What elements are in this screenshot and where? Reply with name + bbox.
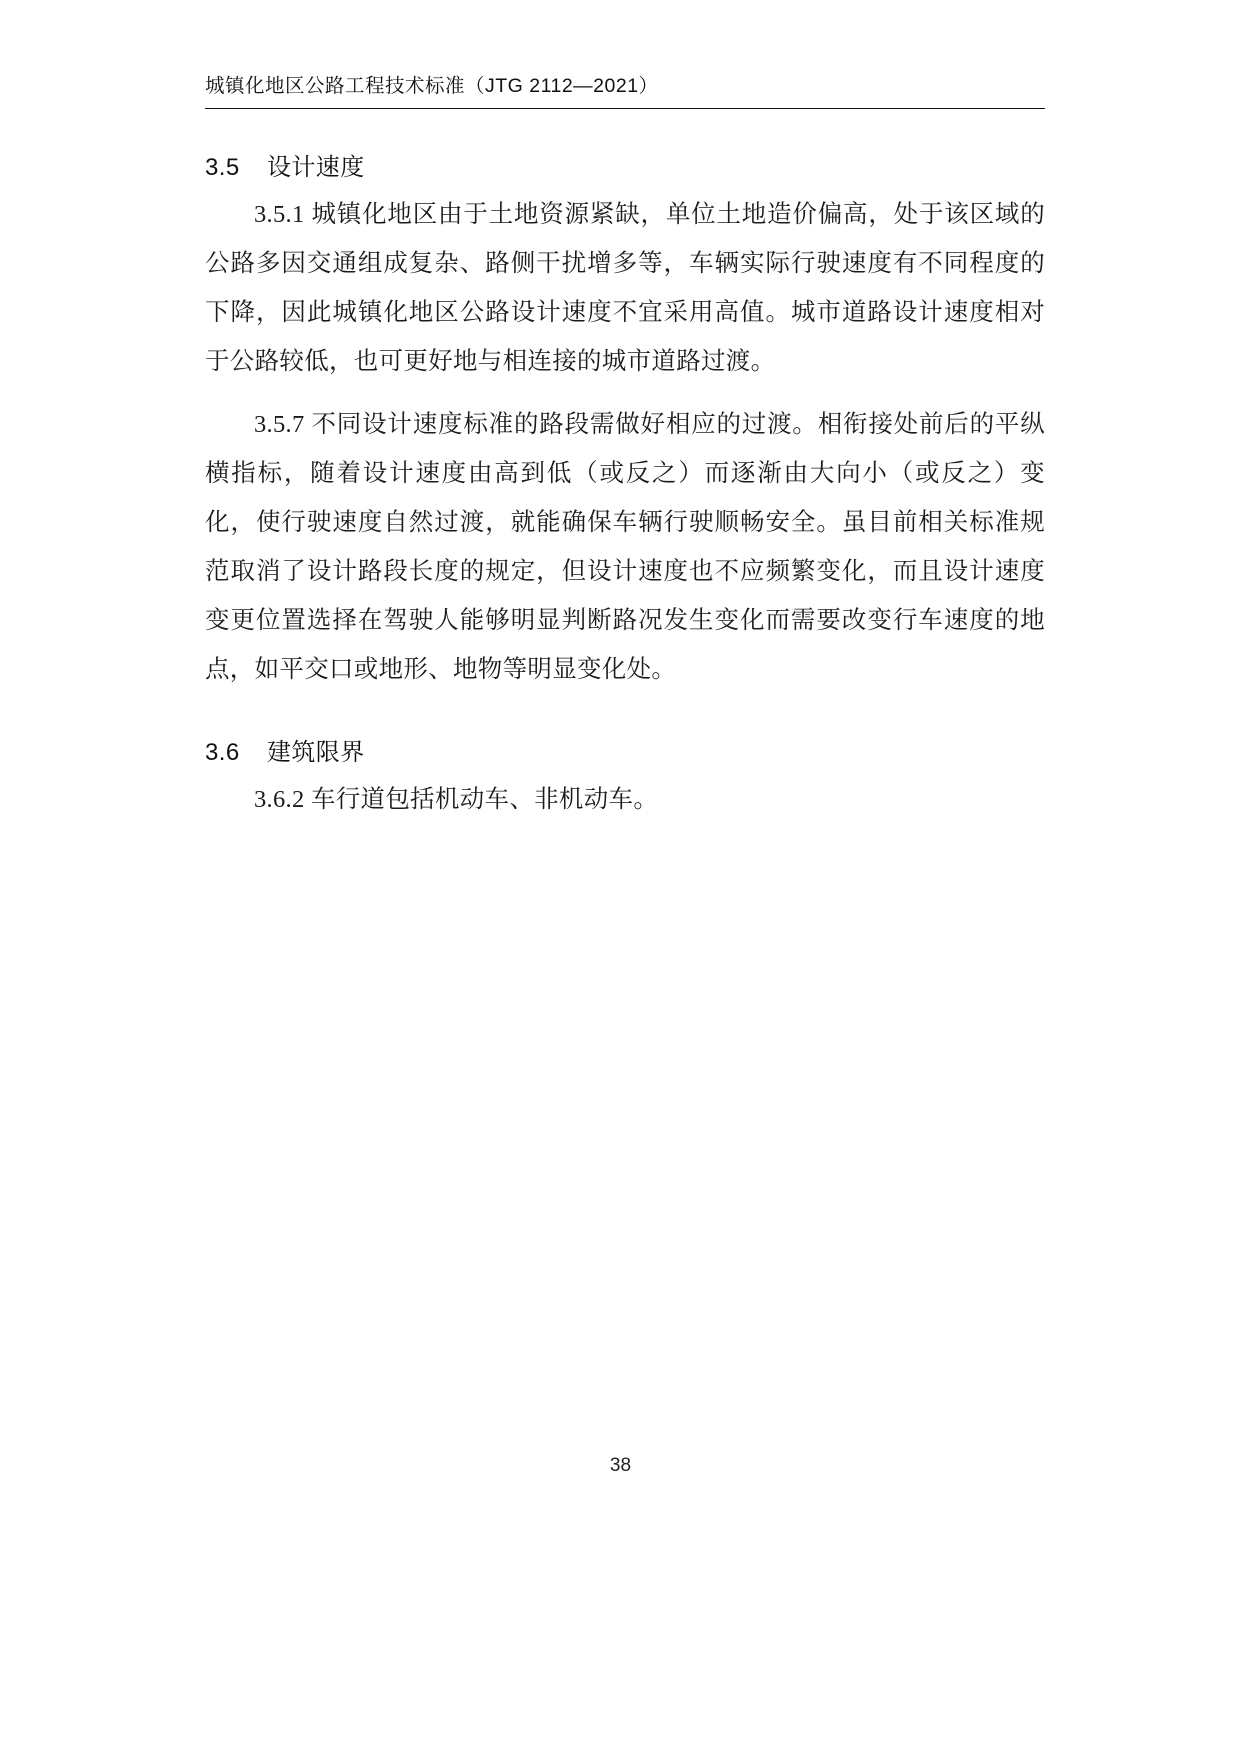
section-number-3-6: 3.6 bbox=[205, 739, 240, 766]
section-number-3-5: 3.5 bbox=[205, 154, 240, 181]
running-header: 城镇化地区公路工程技术标准（JTG 2112—2021） bbox=[205, 70, 1045, 109]
section-title-3-5: 设计速度 bbox=[267, 154, 365, 181]
section-title-3-6: 建筑限界 bbox=[267, 739, 365, 766]
page-number: 38 bbox=[609, 1455, 632, 1476]
section-heading-3-5 bbox=[205, 147, 1045, 182]
section-heading-3-6 bbox=[205, 732, 1045, 767]
paragraph-3-5-7: 3.5.7 不同设计速度标准的路段需做好相应的过渡。相衔接处前后的平纵横指标，随着设计速度由高到低（或反之）而逐渐由大向小（或反之）变化，使行驶速度自然过渡，就能确保车辆行驶顺畅安全。虽目前相关标准规范取消了设计路段长度的规定，但设计速度也不应频繁变化，而且设计速度变更位置选择在驾驶人能够明显判断路况发生变化而需要改变行车速度的地点，如平交口或地形、地物等明显变化处。 bbox=[205, 411, 1045, 683]
section-3-5 bbox=[205, 147, 1045, 694]
page-content bbox=[205, 70, 1045, 824]
section-3-6 bbox=[205, 732, 1045, 824]
paragraph-3-6-2: 3.6.2 车行道包括机动车、非机动车。 bbox=[254, 786, 659, 813]
paragraph-3-5-1: 3.5.1 城镇化地区由于土地资源紧缺，单位土地造价偏高，处于该区域的公路多因交通组成复杂、路侧干扰增多等，车辆实际行驶速度有不同程度的下降，因此城镇化地区公路设计速度不宜采用高值。城市道路设计速度相对于公路较低，也可更好地与相连接的城市道路过渡。 bbox=[205, 201, 1045, 375]
